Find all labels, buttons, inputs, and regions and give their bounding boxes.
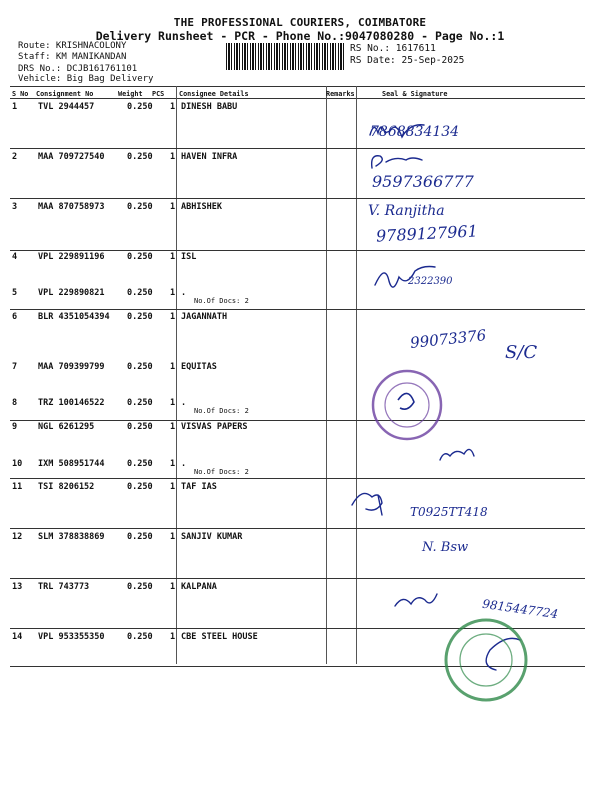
row-sno: 11: [12, 482, 23, 492]
row-consignee: DINESH BABU: [181, 102, 238, 112]
signature-3-phone: 9789127961: [375, 221, 479, 246]
row-sno: 4: [12, 252, 18, 262]
row-consignment-no: VPL 229890821: [38, 288, 105, 298]
runsheet-subtitle: Delivery Runsheet - PCR - Phone No.:9047080280 - Page No.:1: [95, 29, 505, 43]
row-consignee: .: [181, 459, 187, 469]
row-weight: 0.250: [127, 582, 153, 592]
row-weight: 0.250: [127, 398, 153, 408]
header-remarks: Remarks: [326, 90, 355, 98]
row-pcs: 1: [170, 152, 176, 162]
row-consignment-no: MAA 870758973: [38, 202, 105, 212]
header-sno: S No: [12, 90, 29, 98]
row-docs-count: No.Of Docs: 2: [194, 468, 249, 476]
row-sno: 10: [12, 459, 23, 469]
row-weight: 0.250: [127, 252, 153, 262]
signature-1-phone: 7868834134: [370, 124, 460, 140]
row-consignee: JAGANNATH: [181, 312, 228, 322]
row-consignment-no: BLR 4351054394: [38, 312, 110, 322]
row-weight: 0.250: [127, 459, 153, 469]
row-sno: 14: [12, 632, 23, 642]
vehicle-label: Vehicle: Big Bag Delivery: [18, 74, 154, 84]
signature-3-name: V. Ranjitha: [368, 203, 445, 219]
staff-label: Staff: KM MANIKANDAN: [18, 52, 127, 62]
signature-7-mark: S/C: [505, 342, 538, 363]
row-weight: 0.250: [127, 312, 153, 322]
row-sno: 13: [12, 582, 23, 592]
signature-13-scribble: [395, 594, 437, 606]
rs-number: RS No.: 1617611: [350, 43, 436, 54]
row-pcs: 1: [170, 532, 176, 542]
row-pcs: 1: [170, 632, 176, 642]
signature-9-scribble: [440, 449, 474, 460]
row-sno: 5: [12, 288, 18, 298]
header-seal-signature: Seal & Signature: [382, 90, 448, 98]
row-pcs: 1: [170, 288, 176, 298]
row-consignment-no: SLM 378838869: [38, 532, 105, 542]
signature-13-number: 9815447724: [481, 596, 559, 622]
row-consignment-no: VPL 229891196: [38, 252, 105, 262]
row-pcs: 1: [170, 459, 176, 469]
header-consignee: Consignee Details: [179, 90, 249, 98]
header-consignment: Consignment No: [36, 90, 94, 98]
row-weight: 0.250: [127, 362, 153, 372]
row-pcs: 1: [170, 482, 176, 492]
signature-2-phone: 9597366777: [372, 172, 474, 191]
signature-2-scribble: [372, 156, 422, 168]
row-pcs: 1: [170, 362, 176, 372]
row-pcs: 1: [170, 202, 176, 212]
row-weight: 0.250: [127, 202, 153, 212]
row-sno: 9: [12, 422, 18, 432]
row-consignment-no: NGL 6261295: [38, 422, 95, 432]
row-consignee: SANJIV KUMAR: [181, 532, 243, 542]
row-pcs: 1: [170, 582, 176, 592]
row-sno: 8: [12, 398, 18, 408]
row-weight: 0.250: [127, 532, 153, 542]
signature-7-number: 99073376: [409, 326, 488, 352]
route-label: Route: KRISHNACOLONY: [18, 41, 127, 51]
row-sno: 3: [12, 202, 18, 212]
drs-label: DRS No.: DCJB161761101: [18, 64, 138, 74]
company-title: THE PROFESSIONAL COURIERS, COIMBATORE: [173, 16, 427, 29]
signature-11-number: T0925TT418: [410, 505, 488, 519]
row-consignment-no: TSI 8206152: [38, 482, 95, 492]
row-weight: 0.250: [127, 152, 153, 162]
row-consignment-no: MAA 709399799: [38, 362, 105, 372]
row-consignment-no: VPL 953355350: [38, 632, 105, 642]
rs-date: RS Date: 25-Sep-2025: [350, 55, 465, 66]
row-pcs: 1: [170, 422, 176, 432]
row-sno: 6: [12, 312, 18, 322]
row-weight: 0.250: [127, 422, 153, 432]
row-sno: 2: [12, 152, 18, 162]
row-pcs: 1: [170, 398, 176, 408]
row-consignee: .: [181, 288, 187, 298]
purple-seal-stamp: [373, 371, 441, 439]
row-weight: 0.250: [127, 632, 153, 642]
row-consignee: KALPANA: [181, 582, 217, 592]
row-consignee: EQUITAS: [181, 362, 217, 372]
row-consignee: HAVEN INFRA: [181, 152, 238, 162]
row-weight: 0.250: [127, 482, 153, 492]
signature-4-number: 2322390: [408, 276, 453, 287]
row-consignee: CBE STEEL HOUSE: [181, 632, 258, 642]
row-sno: 12: [12, 532, 23, 542]
row-consignment-no: IXM 508951744: [38, 459, 105, 469]
row-consignment-no: MAA 709727540: [38, 152, 105, 162]
header-weight: Weight: [118, 90, 143, 98]
row-consignment-no: TRZ 100146522: [38, 398, 105, 408]
signature-11-scribble: [352, 493, 382, 515]
row-sno: 7: [12, 362, 18, 372]
row-consignee: ABHISHEK: [181, 202, 222, 212]
row-pcs: 1: [170, 102, 176, 112]
row-sno: 1: [12, 102, 18, 112]
header-pcs: PCS: [152, 90, 165, 98]
row-pcs: 1: [170, 252, 176, 262]
row-consignee: TAF IAS: [181, 482, 217, 492]
signature-12-name: N. Bsw: [422, 540, 469, 555]
row-weight: 0.250: [127, 288, 153, 298]
row-consignment-no: TVL 2944457: [38, 102, 95, 112]
row-docs-count: No.Of Docs: 2: [194, 297, 249, 305]
row-docs-count: No.Of Docs: 2: [194, 407, 249, 415]
row-consignee: ISL: [181, 252, 197, 262]
row-consignee: VISVAS PAPERS: [181, 422, 248, 432]
row-consignment-no: TRL 743773: [38, 582, 90, 592]
row-consignee: .: [181, 398, 187, 408]
signature-14-scribble: [486, 638, 520, 670]
row-weight: 0.250: [127, 102, 153, 112]
row-pcs: 1: [170, 312, 176, 322]
